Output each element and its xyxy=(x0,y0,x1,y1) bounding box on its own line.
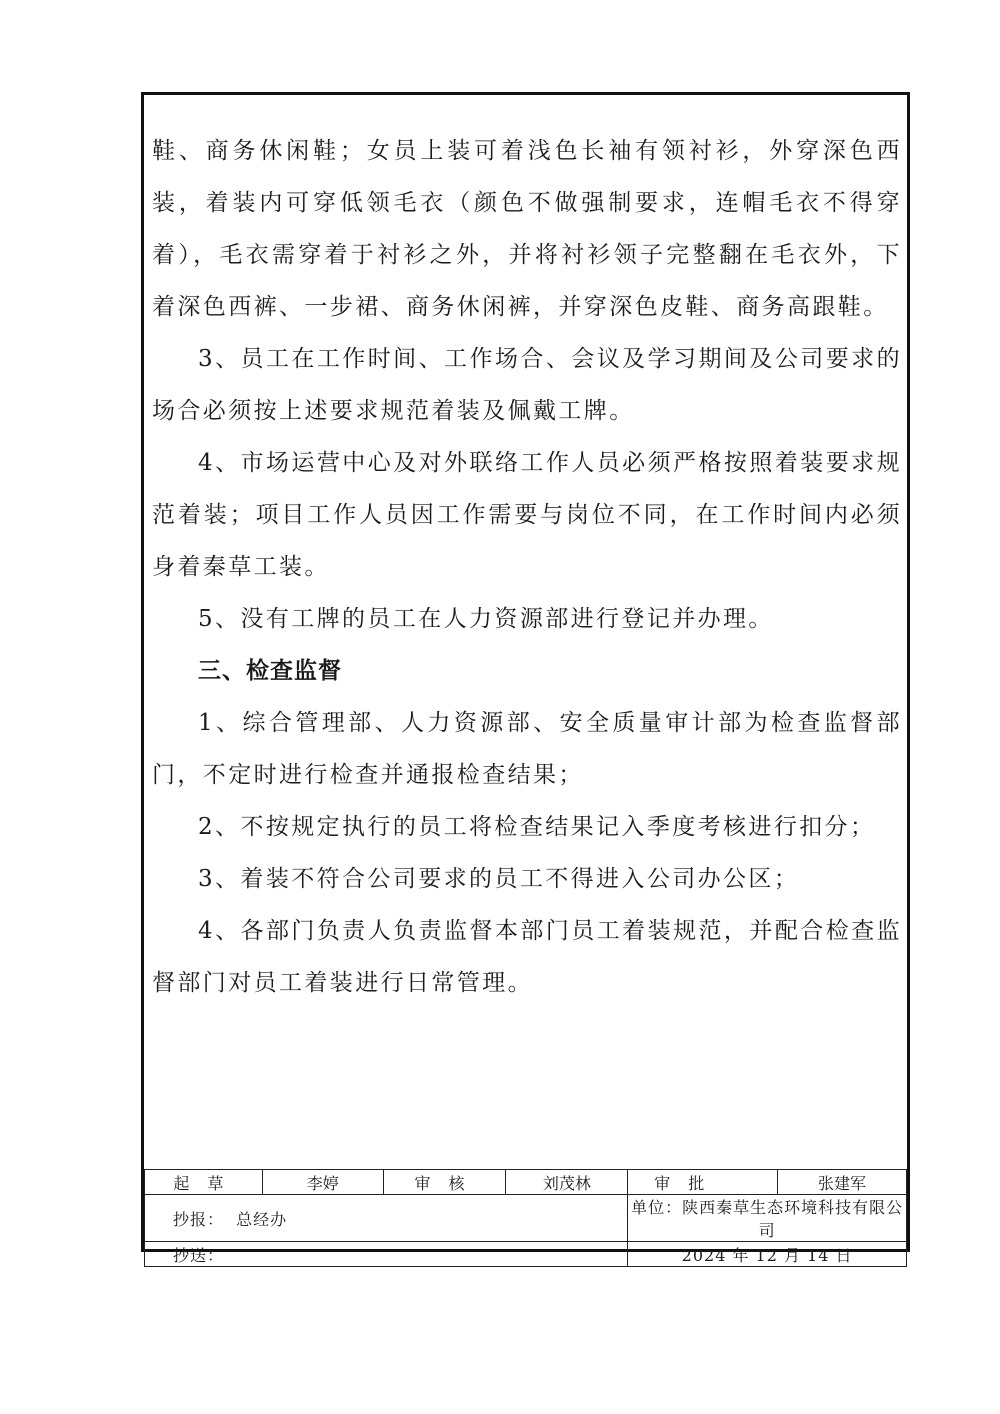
report-to: 抄报： 总经办 xyxy=(145,1195,628,1242)
paragraph-item-4: 4、市场运营中心及对外联络工作人员必须严格按照着装要求规范着装；项目工作人员因工作需要与岗位不同，在工作时间内必须身着秦草工装。 xyxy=(152,450,902,580)
review-name: 刘茂林 xyxy=(506,1170,628,1195)
section-item-1: 1、综合管理部、人力资源部、安全质量审计部为检查监督部门，不定时进行检查并通报检查结果； xyxy=(152,710,902,788)
section-item-3: 3、着装不符合公司要求的员工不得进入公司办公区； xyxy=(198,866,800,892)
draft-label: 起草 xyxy=(145,1170,263,1195)
copy-row xyxy=(145,1242,907,1267)
copy-to: 抄送： xyxy=(145,1242,628,1267)
issue-date: 2024 年 12 月 14 日 xyxy=(628,1242,907,1267)
draft-name: 李婷 xyxy=(262,1170,383,1195)
document-body xyxy=(152,125,902,1009)
approve-name: 张建军 xyxy=(778,1170,907,1195)
section-item-4: 4、各部门负责人负责监督本部门员工着装规范，并配合检查监督部门对员工着装进行日常管理。 xyxy=(152,918,902,996)
issuing-unit: 单位：陕西秦草生态环境科技有限公司 xyxy=(628,1195,907,1242)
signoff-row xyxy=(145,1170,907,1195)
signoff-table xyxy=(144,1169,907,1267)
report-row xyxy=(145,1195,907,1242)
paragraph-item-3: 3、员工在工作时间、工作场合、会议及学习期间及公司要求的场合必须按上述要求规范着装及佩戴工牌。 xyxy=(152,346,902,424)
paragraph-item-5: 5、没有工牌的员工在人力资源部进行登记并办理。 xyxy=(198,606,774,632)
approve-label: 审批 xyxy=(628,1170,778,1195)
paragraph-continuation: 鞋、商务休闲鞋；女员上装可着浅色长袖有领衬衫，外穿深色西装，着装内可穿低领毛衣（颜色不做强制要求，连帽毛衣不得穿着），毛衣需穿着于衬衫之外，并将衬衫领子完整翻在毛衣外，下着深色西裤、一步裙、商务休闲裤，并穿深色皮鞋、商务高跟鞋。 xyxy=(152,138,902,320)
section-item-2: 2、不按规定执行的员工将检查结果记入季度考核进行扣分； xyxy=(198,814,876,840)
section-heading: 三、检查监督 xyxy=(198,658,342,684)
review-label: 审核 xyxy=(383,1170,506,1195)
